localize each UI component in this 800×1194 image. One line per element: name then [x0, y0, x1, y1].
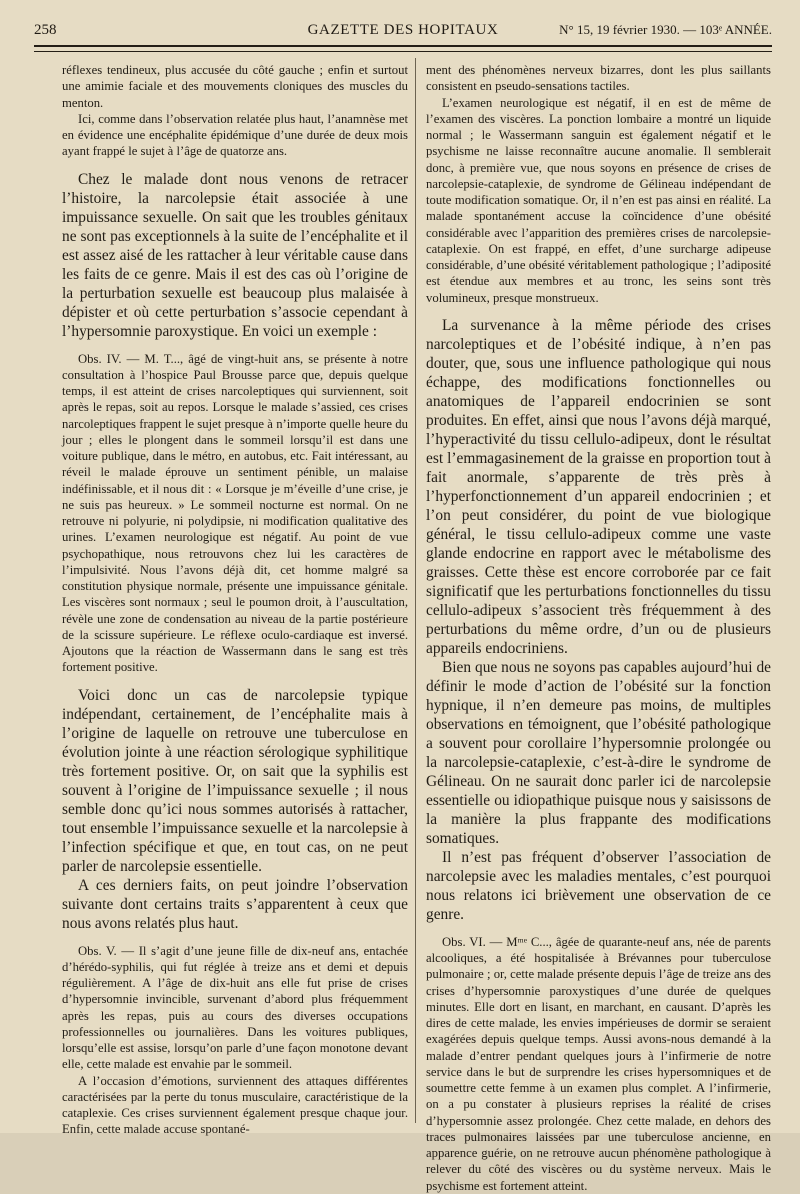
header-rule [34, 45, 772, 47]
paragraph: Obs. IV. — M. T..., âgé de vingt-huit ans, se présente à notre consultation à l’hospice Paul Brousse parce que, depuis quelque temps, il est atteint de crises narcoleptiques qui surviennent, soit après le repas, soit au repos. Lorsque le malade s’assied, ces crises narcoleptiques frappent le sujet presque à n’importe quelle heure du jour ; elles le plongent dans le sommeil lorsqu’il est dans une voiture publique, dans le métro, en autobus, etc. Fait intéressant, au réveil le malade éprouve un sentiment pénible, un malaise indéfinissable, et il nous dit : « Lorsque je m’éveille d’une crise, je ne suis pas heureux. » Le sommeil nocturne est normal. On ne retrouve ni polyurie, ni polydipsie, ni modification qualitative des urines. L’examen neurologique est négatif. Au point de vue psychopathique, nous retrouvons chez lui les caractères de l’impulsivité. Nous l’avons déjà dit, cet homme malgré sa constitution physique normale, présente une impuissance génitale. Les viscères sont normaux ; seul le poumon droit, à l’auscultation, révèle une zone de condensation au niveau de la partie postérieure de la scissure supérieure. Le réflexe oculo-cardiaque est inversé. Ajoutons que la réaction de Wassermann dans le sang est très fortement positive. [62, 351, 408, 675]
paragraph: A l’occasion d’émotions, surviennent des attaques différentes caractérisées par la perte du tonus musculaire, caractéristique de la cataplexie. Ces crises surviennent également presque chaque jour. Enfin, cette malade accuse spontané- [62, 1073, 408, 1137]
paragraph: La survenance à la même période des crises narcoleptiques et de l’obésité indique, à n’en pas douter, que, sous une influence pathologique qui nous échappe, des modifications fonctionnelles ou anatomiques de l’appareil endocrinien se sont produites. En effet, ainsi que nous l’avons déjà marqué, l’hyperactivité du tissu cellulo-adipeux, dont le résultat est l’emmagasinement de la graisse en proportion tout à fait anormale, s’apparente de très près à l’hyperfonctionnement d’un appareil endocrinien ; et l’on peut considérer, du point de vue biologique général, le tissu cellulo-adipeux comme une vaste glande endocrine en rapport avec le métabolisme des graisses. Cette thèse est encore corroborée par ce fait significatif que les perturbations fonctionnelles du tissu cellulo-adipeux s’associent très fréquemment à des perturbations du même ordre, d’un ou de plusieurs appareils endocriniens. [426, 316, 771, 657]
page-number: 258 [34, 22, 57, 38]
paragraph: L’examen neurologique est négatif, il en est de même de l’examen des viscères. La ponction lombaire a montré un liquide normal ; le Wassermann sanguin est également négatif et le psychisme ne laisse reconnaître aucune anomalie. Il semblerait donc, à première vue, que nous soyons en présence de crises de narcolepsie-cataplexie, de syndrome de Gélineau indépendant de toute modification somatique. Or, il n’en est pas ainsi en réalité. La malade spontanément accuse la coïncidence d’une obésité considérable avec l’apparition des premières crises de narcolepsie-cataplexie. On est frappé, en effet, d’une surcharge adipeuse considérable, d’une obésité véritablement pathologique ; l’adiposité est étendue aux membres et au tronc, les seins sont très volumineux, presque monstrueux. [426, 95, 771, 305]
paragraph: Ici, comme dans l’observation relatée plus haut, l’anamnèse met en évidence une encéphalite épidémique d’une durée de deux mois ayant frappé le sujet à l’âge de quatorze ans. [62, 111, 408, 159]
issue-info: N° 15, 19 février 1930. — 103ᵉ ANNÉE. [559, 22, 772, 37]
paragraph: A ces derniers faits, on peut joindre l’observation suivante dont certains traits s’apparentent à ceux que nous avons relatés plus haut. [62, 876, 408, 932]
paragraph: Obs. V. — Il s’agit d’une jeune fille de dix-neuf ans, entachée d’hérédo-syphilis, qui fut réglée à treize ans et demi et depuis régulièrement. A l’âge de dix-huit ans elle fut prise de crises d’hypersomnie invincible, survenant d’abord plus fréquemment après les repas, puis au cours des diverses occupations professionnelles ou journalières. Dans les voitures publiques, lorsqu’elle est assise, lorsqu’on parle d’une façon monotone devant elle, cette malade est envahie par le sommeil. [62, 943, 408, 1072]
paragraph: réflexes tendineux, plus accusée du côté gauche ; enfin et surtout une amimie faciale et des mouvements cloniques des muscles du menton. [62, 63, 408, 110]
paragraph: Obs. VI. — Mᵐᵉ C..., âgée de quarante-neuf ans, née de parents alcooliques, a été hospitalisée à Brévannes pour tuberculose pulmonaire ; or, cette malade présente depuis l’âge de treize ans des crises d’hypersomnie paroxystiques d’une durée de quelques minutes. Elle dort en lisant, en marchant, en causant. D’après les dires de cette malade, les envies impérieuses de dormir se seraient exagérées depuis quelque temps. Aussi avons-nous demandé à la malade d’entrer pendant quelques jours à l’infirmerie de notre service dans le but de surprendre les crises hypersomniques et de soumettre cette femme à un examen plus complet. A l’infirmerie, on a pu constater à plusieurs reprises la réalité de crises d’hypersomnie assez prolongée. Chez cette malade, en dehors des traces pulmonaires laissées par une tuberculose ancienne, en apparence guérie, on ne retrouve aucun phénomène pathologique à relever du côté des viscères ou du système nerveux. Mais le psychisme est fortement atteint. [426, 934, 771, 1193]
column-divider [415, 58, 416, 1123]
journal-name: GAZETTE DES HOPITAUX [307, 22, 499, 38]
right-column [426, 62, 771, 1193]
paragraph: Bien que nous ne soyons pas capables aujourd’hui de définir le mode d’action de l’obésité sur la fonction hypnique, il n’en demeure pas moins, de multiples observations en témoignent, que l’obésité pathologique a souvent pour corollaire l’hypersomnie prolongée ou la narcolepsie-cataplexie, c’est-à-dire le syndrome de Gélineau. On ne saurait donc parler ici de narcolepsie essentielle ou idiopathique puisque nous y saisissons de la manière la plus frappante des modifications somatiques. [426, 658, 771, 847]
left-column [62, 62, 408, 1137]
header-rule-thin [34, 51, 772, 52]
paragraph: ment des phénomènes nerveux bizarres, dont les plus saillants consistent en pseudo-sensations tactiles. [426, 63, 771, 94]
paragraph: Chez le malade dont nous venons de retracer l’histoire, la narcolepsie était associée à une impuissance sexuelle. On sait que les troubles génitaux ne sont pas exceptionnels à la suite de l’encéphalite et il est assez aisé de les rattacher à leur véritable cause dans les faits de ce genre. Mais il est des cas où l’origine de la perturbation sexuelle est beaucoup plus malaisée à dépister et où cette perturbation s’associe cependant à l’hypersomnie paroxystique. En voici un exemple : [62, 170, 408, 340]
paragraph: Voici donc un cas de narcolepsie typique indépendant, certainement, de l’encéphalite mais à l’origine de laquelle on retrouve une tuberculose en évolution jointe à une réaction sérologique syphilitique très fortement positive. Or, on sait que la syphilis est souvent à l’origine de l’impuissance sexuelle ; il nous semble donc qu’ici nous sommes autorisés à rattacher, tout ensemble l’impuissance sexuelle et la narcolepsie à l’infection spécifique et que, en tout cas, on ne peut parler de narcolepsie essentielle. [62, 686, 408, 875]
paragraph: Il n’est pas fréquent d’observer l’association de narcolepsie avec les maladies mentales, c’est pourquoi nous relatons ici brièvement une observation de ce genre. [426, 848, 771, 923]
